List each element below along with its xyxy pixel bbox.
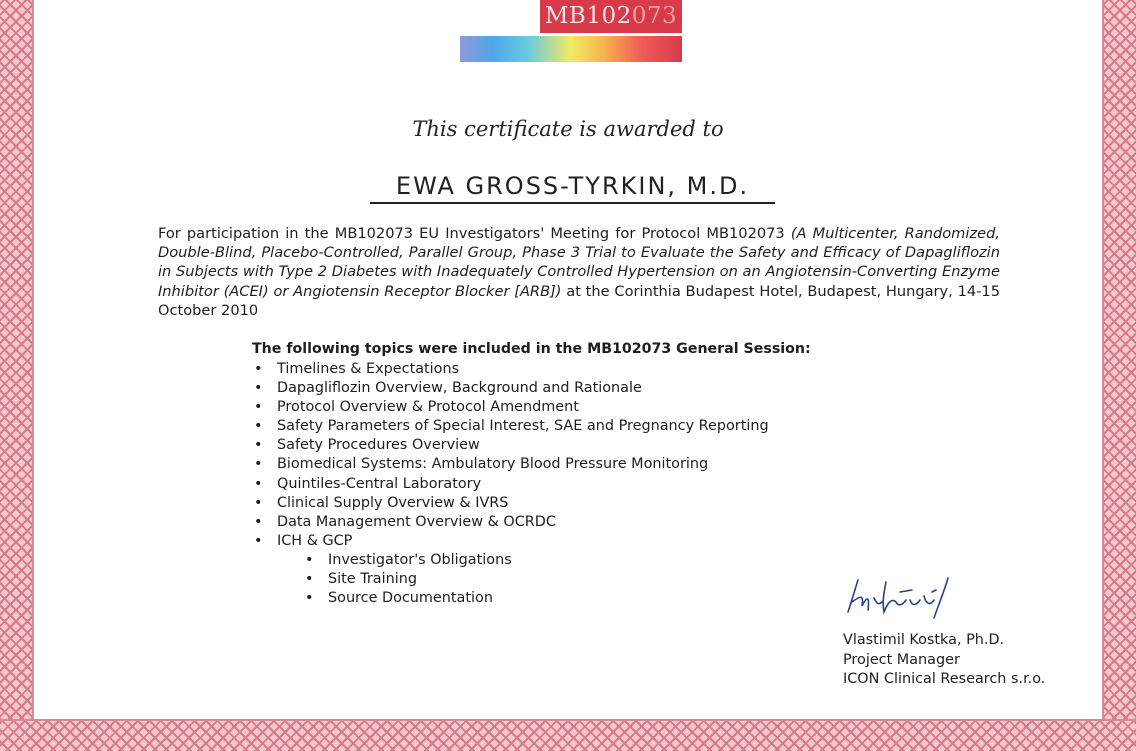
code-prefix: MB102 [544,3,632,29]
decorative-border-bottom [0,719,1136,751]
signer-name: Vlastimil Kostka, Ph.D. [843,632,1005,648]
statement-prefix: For participation in the MB102073 EU Investigators' Meeting for Protocol MB102073 [158,225,791,242]
list-item: • Clinical Supply Overview & IVRS [252,494,852,513]
signer-company: ICON Clinical Research s.r.o. [843,671,1046,687]
decorative-border-left [0,0,34,751]
handwritten-signature [840,572,960,622]
meeting-code-badge [540,0,682,33]
recipient-name: EWA GROSS-TYRKIN, M.D. [370,170,775,204]
list-item: • Quintiles-Central Laboratory [252,475,852,494]
rainbow-banner [460,36,682,62]
list-item: • Protocol Overview & Protocol Amendment [252,398,852,417]
list-item: • Data Management Overview & OCRDC [252,513,852,532]
decorative-border-right [1102,0,1136,751]
protocol-title: (A Multicenter, Randomized, Double-Blind, Placebo-Controlled, Parallel Group, Phase 3 Trial to Evaluate the Safety and Efficacy of Dapagliflozin in Subjects with Type 2 Diabetes with Inadequately Controlled Hypertension on an Angiotensin-Converting Enzyme Inhibitor (ACEI) or Angiotensin Receptor Blocker [ARB]) [158,225,1000,300]
sub-list-item: • Investigator's Obligations [303,551,852,570]
list-item: • Dapagliflozin Overview, Background and Rationale [252,379,852,398]
list-item: • Safety Parameters of Special Interest, SAE and Pregnancy Reporting [252,417,852,436]
topics-section [252,341,852,608]
sub-list-item: • Source Documentation [303,589,852,608]
list-item: • Biomedical Systems: Ambulatory Blood Pressure Monitoring [252,455,852,474]
list-item: • Safety Procedures Overview [252,436,852,455]
list-item: • Timelines & Expectations [252,360,852,379]
ich-gcp-sublist [252,551,852,608]
signer-title: Project Manager [843,651,960,668]
topics-heading: The following topics were included in the MB102073 General Session: [252,341,811,357]
participation-statement [158,224,1000,320]
topics-list [252,360,852,551]
signer-block [843,631,1045,690]
statement-suffix: at the Corinthia Budapest Hotel, Budapest, Hungary, 14-15 October 2010 [158,282,1000,319]
code-suffix: 073 [631,3,678,29]
sub-list-item: • Site Training [303,570,852,589]
list-item: • ICH & GCP [252,532,852,551]
awarded-text: This certificate is awarded to [412,117,724,141]
